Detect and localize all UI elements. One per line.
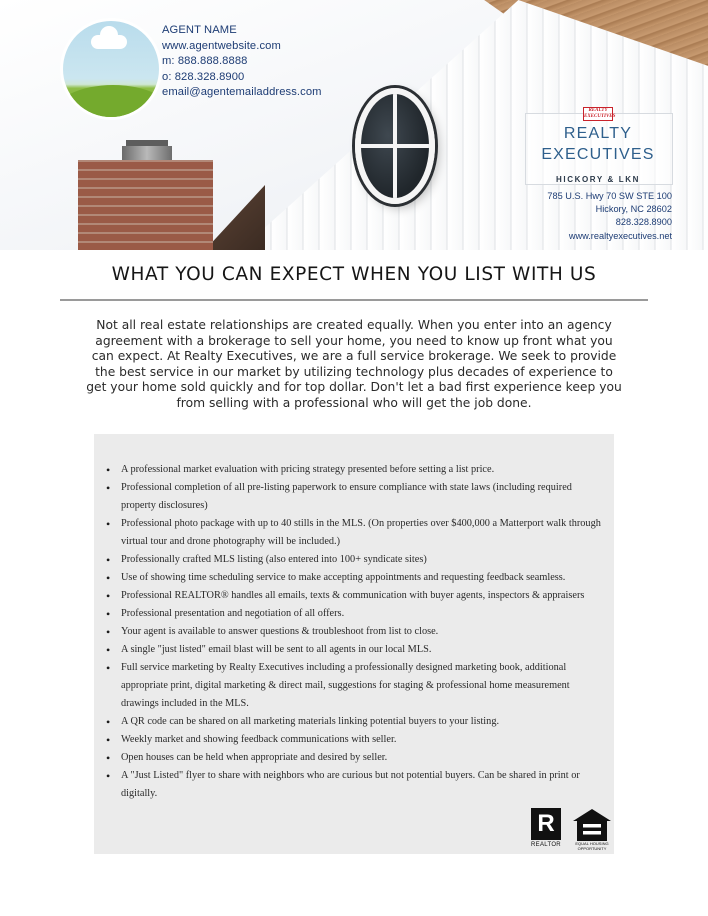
list-item: • Use of showing time scheduling service to make accepting appointments and requesting feedback seamless.: [104, 569, 604, 587]
agent-website[interactable]: www.agentwebsite.com: [162, 39, 281, 52]
list-item: • A professional market evaluation with pricing strategy presented before setting a list price.: [104, 461, 604, 479]
cloud-icon: [91, 35, 127, 49]
office-website[interactable]: www.realtyexecutives.net: [568, 230, 672, 241]
agent-office-phone: o: 828.328.8900: [162, 70, 245, 83]
intro-paragraph: Not all real estate relationships are created equally. When you enter into an agency agreement with a brokerage to sell your home, you need to know up front what you can expect. At Realty Executives, we are a full service brokerage. We seek to provide the best service in our market by utilizing technology plus decades of experience to get your home sold quickly and for top dollar. Don't let a bad first experience keep you from selling with a professional who will get the job done.: [86, 318, 622, 410]
realtor-r-icon: [528, 808, 564, 852]
office-address-line2: Hickory, NC 28602: [595, 204, 672, 215]
agent-contact-block: [162, 23, 322, 101]
list-item: • Professional completion of all pre-listing paperwork to ensure compliance with state laws (including required property disclosures): [104, 479, 604, 515]
oval-window: [355, 88, 435, 204]
hill-shape: [60, 85, 162, 120]
agent-mobile: m: 888.888.8888: [162, 55, 248, 67]
brand-name-line1: REALTY: [563, 125, 633, 142]
office-address-line1: 785 U.S. Hwy 70 SW STE 100: [547, 191, 672, 201]
title-divider: [60, 299, 648, 301]
brand-region: HICKORY & LKN: [556, 175, 640, 184]
list-item: • Professional presentation and negotiation of all offers.: [104, 605, 604, 623]
list-item: • A "Just Listed" flyer to share with neighbors who are curious but not potential buyers. Can be shared in print or digitally.: [104, 767, 604, 803]
list-item: • Weekly market and showing feedback communications with seller.: [104, 731, 604, 749]
header-photo: [0, 0, 708, 250]
list-item: • Full service marketing by Realty Executives including a professionally designed marketing book, additional appropriate print, digital marketing & direct mail, suggestions for staging & professional home measurement drawings included in the MLS.: [104, 659, 604, 713]
brand-name-line2: EXECUTIVES: [541, 146, 655, 163]
list-item: • A QR code can be shared on all marketing materials linking potential buyers to your listing.: [104, 713, 604, 731]
list-item: • Open houses can be held when appropriate and desired by seller.: [104, 749, 604, 767]
realtor-label: REALTOR: [531, 842, 561, 848]
equal-housing-label: EQUAL HOUSING OPPORTUNITY: [575, 841, 609, 851]
list-item: • Your agent is available to answer questions & troubleshoot from list to close.: [104, 623, 604, 641]
list-item: • Professionally crafted MLS listing (also entered into 100+ syndicate sites): [104, 551, 604, 569]
agent-name: AGENT NAME: [162, 24, 237, 36]
equal-housing-house-icon: [570, 808, 614, 852]
office-contact-block: [547, 190, 672, 243]
office-phone: 828.328.8900: [615, 217, 672, 228]
house-icon: [572, 808, 612, 842]
list-item: • Professional photo package with up to 40 stills in the MLS. (On properties over $400,000 a Matterport walk through virtual tour and drone photography will be included.): [104, 515, 604, 551]
realtor-mark: R: [531, 808, 561, 840]
page-title: WHAT YOU CAN EXPECT WHEN YOU LIST WITH US: [111, 264, 597, 285]
list-item: • Professional REALTOR® handles all emails, texts & communication with buyer agents, inspectors & appraisers: [104, 587, 604, 605]
agent-photo-placeholder: [60, 18, 162, 120]
services-list: [104, 461, 604, 803]
list-item: • A single "just listed" email blast will be sent to all agents in our local MLS.: [104, 641, 604, 659]
realty-executives-logo-mark: REALTY EXECUTIVES: [583, 107, 613, 121]
brick-chimney: [78, 160, 213, 250]
agent-email[interactable]: email@agentemailaddress.com: [162, 86, 322, 98]
